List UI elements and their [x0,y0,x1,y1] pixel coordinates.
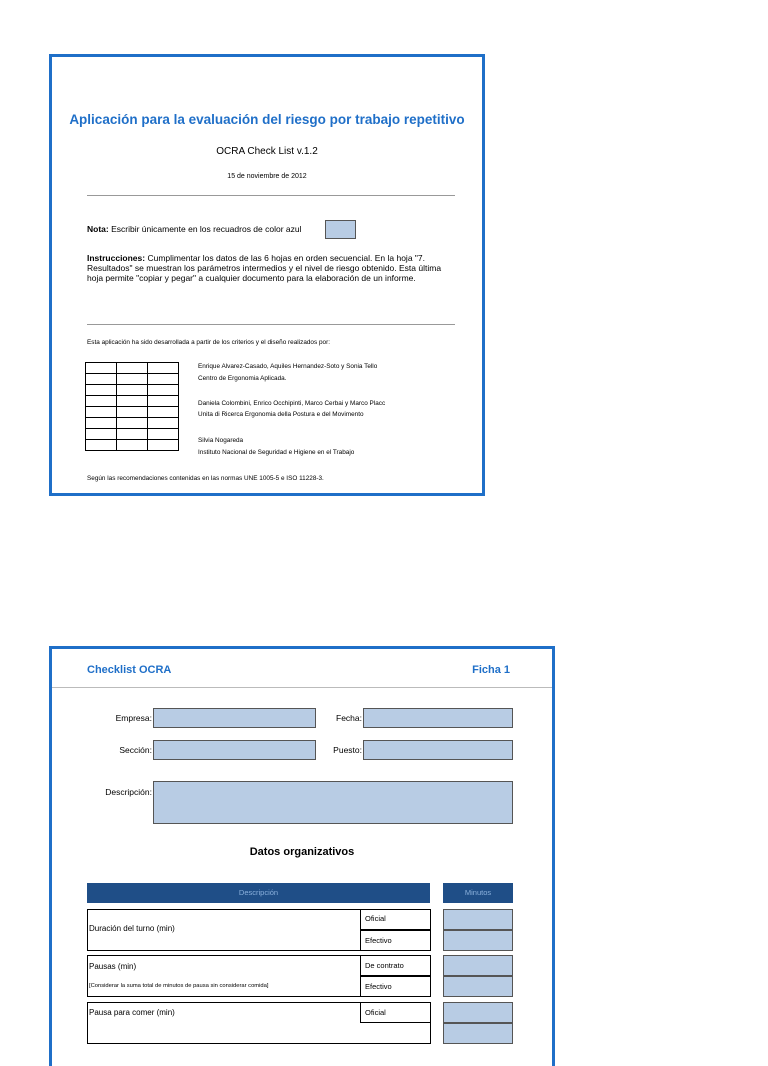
instructions-label: Instrucciones: [87,253,146,263]
divider [87,324,455,325]
credit-line: Silvia Nogareda [198,437,244,444]
empresa-field[interactable] [153,708,316,728]
norms-text: Según las recomendaciones contenidas en las normas UNE 1005-5 e ISO 11228-3. [87,475,324,482]
sub-label: Efectivo [365,936,392,945]
credit-line: Unita di Ricerca Ergonomia della Postura e del Movimento [198,411,364,418]
divider [87,195,455,196]
instructions-body: Cumplimentar los datos de las 6 hojas en orden secuencial. En la hoja "7. Resultados" se muestran los parámetros intermedios y el nivel de riesgo obtenido. Esta última hoja permite "copiar y pegar" a cualquier documento para la elaboración de un informe. [87,253,442,283]
section-title: Datos organizativos [249,846,355,858]
descripcion-label: Descripción: [105,787,152,797]
note-text [87,224,302,234]
descripcion-column-header: Descripción [87,883,430,903]
minutes-input[interactable] [443,1002,513,1023]
minutos-column-header: Minutos [443,883,513,903]
credit-line: Instituto Nacional de Seguridad e Higiene en el Trabajo [198,449,355,456]
minutes-input[interactable] [443,930,513,951]
minutes-input[interactable] [443,909,513,930]
sub-label: De contrato [365,961,404,970]
version-label: OCRA Check List v.1.2 [216,146,318,157]
ficha-1-sheet [49,646,555,1066]
sheet-header-ficha: Ficha 1 [472,664,510,676]
empresa-label: Empresa: [115,713,152,723]
row-label: Pausas (min) [89,962,137,971]
credit-line: Enrique Alvarez-Casado, Aquiles Hernandez-Soto y Sonia Tello [198,363,378,370]
sheet-header-title: Checklist OCRA [87,664,172,676]
puesto-label: Puesto: [333,745,362,755]
descripcion-field[interactable] [153,781,513,824]
fecha-label: Fecha: [336,713,362,723]
credit-line: Daniela Colombini, Enrico Occhipinti, Marco Cerbai y Marco Placc [198,400,386,407]
sub-label: Oficial [365,1008,386,1017]
minutes-input[interactable] [443,976,513,997]
version-date: 15 de noviembre de 2012 [227,173,307,180]
sub-label: Oficial [365,914,386,923]
blue-sample-cell [325,220,356,239]
seccion-label: Sección: [119,745,152,755]
fecha-field[interactable] [363,708,513,728]
logo-grid [85,362,179,451]
header-divider [52,687,552,688]
minutes-input[interactable] [443,955,513,976]
row-note: [Considerar la suma total de minutos de pausa sin considerar comida] [89,983,269,989]
minutes-input[interactable] [443,1023,513,1044]
note-body: Escribir únicamente en los recuadros de color azul [108,224,302,234]
row-label: Duración del turno (min) [89,924,175,933]
sub-label: Efectivo [365,982,392,991]
puesto-field[interactable] [363,740,513,760]
note-label: Nota: [87,224,109,234]
cover-sheet [49,54,485,496]
instructions [87,253,447,283]
credit-line: Centro de Ergonomia Aplicada. [198,375,287,382]
app-title: Aplicación para la evaluación del riesgo por trabajo repetitivo [69,112,465,127]
seccion-field[interactable] [153,740,316,760]
credits-intro: Esta aplicación ha sido desarrollada a partir de los criterios y el diseño realizados por: [87,339,330,346]
row-label: Pausa para comer (min) [89,1008,175,1017]
